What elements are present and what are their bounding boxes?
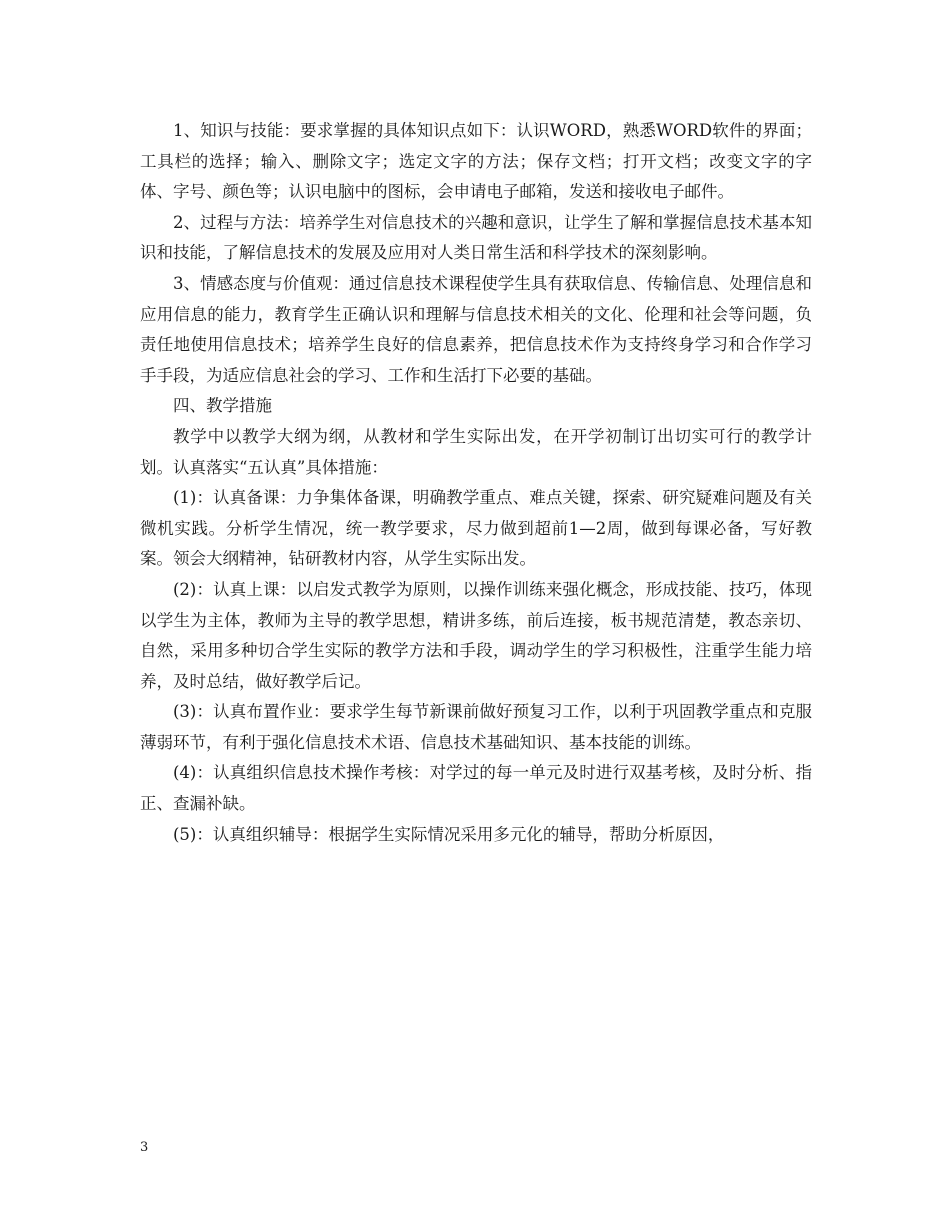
page-number: 3 [140,1140,149,1155]
paragraph-goal-knowledge: 1、知识与技能：要求掌握的具体知识点如下：认识WORD，熟悉WORD软件的界面；工具栏的选择；输入、删除文字；选定文字的方法；保存文档；打开文档；改变文字的字体、字号、颜色等；认识电脑中的图标，会申请电子邮箱，发送和接收电子邮件。 [140,121,812,202]
paragraph-measure-2: (2)：认真上课：以启发式教学为原则，以操作训练来强化概念，形成技能、技巧，体现以学生为主体，教师为主导的教学思想，精讲多练，前后连接，板书规范清楚，教态亲切、自然，采用多种切合学生实际的教学方法和手段，调动学生的学习积极性，注重学生能力培养，及时总结，做好教学后记。 [140,579,812,691]
section-heading-teaching-measures: 四、教学措施 [173,396,272,416]
paragraph-measure-3: (3)：认真布置作业：要求学生每节新课前做好预复习工作，以利于巩固教学重点和克服薄弱环节，有利于强化信息技术术语、信息技术基础知识、基本技能的训练。 [140,702,812,752]
paragraph-measures-intro: 教学中以教学大纲为纲，从教材和学生实际出发，在开学初制订出切实可行的教学计划。认真落实“五认真”具体措施： [140,426,812,477]
paragraph-measure-5: (5)：认真组织辅导：根据学生实际情况采用多元化的辅导，帮助分析原因， [173,824,725,844]
paragraph-goal-attitude: 3、情感态度与价值观：通过信息技术课程使学生具有获取信息、传输信息、处理信息和应用信息的能力，教育学生正确认识和理解与信息技术相关的文化、伦理和社会等问题，负责任地使用信息技术；培养学生良好的信息素养，把信息技术作为支持终身学习和合作学习手手段，为适应信息社会的学习、工作和生活打下必要的基础。 [140,273,812,385]
paragraph-measure-1: (1)：认真备课：力争集体备课，明确教学重点、难点关键，探索、研究疑难问题及有关微机实践。分析学生情况，统一教学要求，尽力做到超前1—2周，做到每课必备，写好教案。领会大纲精神，钻研教材内容，从学生实际出发。 [140,488,812,569]
paragraph-measure-4: (4)：认真组织信息技术操作考核：对学过的每一单元及时进行双基考核，及时分析、指正、查漏补缺。 [140,763,812,814]
paragraph-goal-process: 2、过程与方法：培养学生对信息技术的兴趣和意识，让学生了解和掌握信息技术基本知识和技能，了解信息技术的发展及应用对人类日常生活和科学技术的深刻影响。 [140,212,812,263]
document-body [140,116,812,850]
